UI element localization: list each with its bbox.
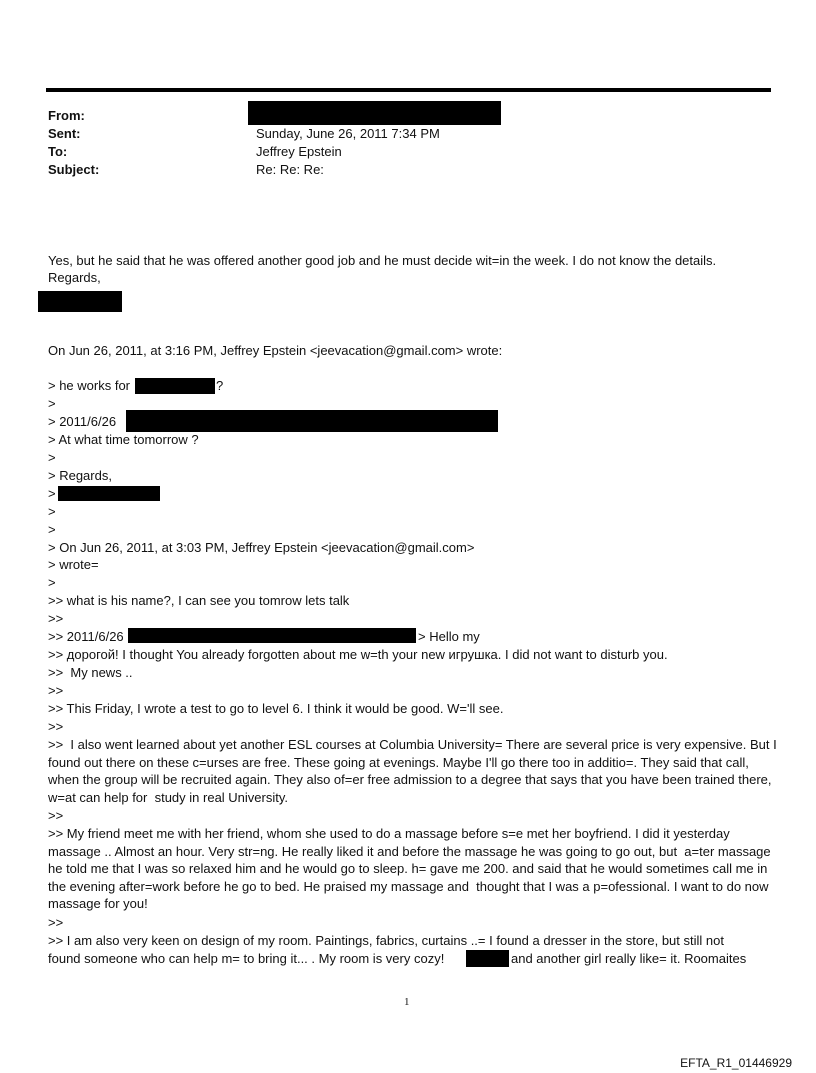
subject-value: Re: Re: Re: — [256, 162, 324, 177]
quote-line: >> I am also very keen on design of my room. Paintings, fabrics, curtains ..= I found a dresser in the store, but still not — [48, 933, 724, 948]
quote-line: > On Jun 26, 2011, at 3:03 PM, Jeffrey Epstein <jeevacation@gmail.com> — [48, 540, 475, 555]
subject-label: Subject: — [48, 162, 100, 177]
quote-paragraph-massage: >> My friend meet me with her friend, whom she used to do a massage before s=e met her boyfriend. I did it yesterday massage .. Almost an hour. Very str=ng. He really liked it and before the massage he was going to go out, but a=ter massage he told me that I was so relaxed him and he would go to sleep. h= gave me 200. and said that he would sometimes call me in the evening after=work before he go to bed. He praised my massage and thought that I was a p=ofessional. I want to do now massage for you! — [48, 826, 775, 911]
document-id: EFTA_R1_01446929 — [680, 1056, 792, 1070]
reply-line-2: Regards, — [48, 270, 101, 285]
quote-line: > — [48, 396, 56, 411]
header-rule — [46, 88, 771, 92]
redaction-name — [58, 486, 160, 501]
quote-line: >> My news .. — [48, 665, 133, 680]
to-value: Jeffrey Epstein — [256, 144, 342, 159]
quote-line: > — [48, 575, 56, 590]
redaction-sender-1 — [126, 410, 498, 432]
quote-line: >> — [48, 719, 64, 734]
quote-line: > Hello my — [418, 629, 480, 644]
quote-line: > — [48, 504, 56, 519]
quote-line: > he works for — [48, 378, 131, 393]
quote-line: > 2011/6/26 — [48, 414, 117, 429]
reply-line-1: Yes, but he said that he was offered another good job and he must decide wit=in the week. I do not know the details. — [48, 253, 717, 268]
quote-line: >> — [48, 915, 64, 930]
quote-line: > wrote= — [48, 557, 99, 572]
quote-line: >> what is his name?, I can see you tomrow lets talk — [48, 593, 350, 608]
sent-value: Sunday, June 26, 2011 7:34 PM — [256, 126, 440, 141]
to-label: To: — [48, 144, 68, 159]
quote-line: > At what time tomorrow ? — [48, 432, 199, 447]
quote-line: >> — [48, 611, 64, 626]
quote-line: >> This Friday, I wrote a test to go to level 6. I think it would be good. W='ll see. — [48, 701, 504, 716]
redaction-sender-2 — [128, 628, 416, 643]
sent-label: Sent: — [48, 126, 81, 141]
quote-line: > Regards, — [48, 468, 112, 483]
quote-line: >> 2011/6/26 — [48, 629, 124, 644]
page-number: 1 — [404, 996, 410, 1008]
quote-line: > — [48, 522, 56, 537]
quote-intro: On Jun 26, 2011, at 3:16 PM, Jeffrey Epstein <jeevacation@gmail.com> wrote: — [48, 343, 503, 358]
quote-line: > — [48, 486, 56, 501]
quote-line: >> — [48, 808, 64, 823]
redaction-from — [248, 101, 501, 125]
quote-line: >> дорогой! I thought You already forgotten about me w=th your new игрушка. I did not want to disturb you. — [48, 647, 668, 662]
from-label: From: — [48, 108, 85, 123]
redaction-signature — [38, 291, 122, 312]
quote-line: > — [48, 450, 56, 465]
redaction-roommate — [466, 950, 509, 967]
redaction-employer — [135, 378, 215, 394]
quote-line: >> — [48, 683, 64, 698]
quote-paragraph-esl: >> I also went learned about yet another ESL courses at Columbia University= There are several price is very expensive. But I found out there on these c=urses are free. These going at evenings. Maybe I'll go there too in additio=. They said that call, when the group will be recruited again. They also of=er free admission to a degree that says that you have been trained there, w=at can help for study in real University. — [48, 737, 781, 805]
quote-line: found someone who can help m= to bring it... . My room is very cozy! — [48, 951, 445, 966]
quote-line: and another girl really like= it. Roomaites — [511, 951, 747, 966]
quote-line: ? — [216, 378, 224, 393]
